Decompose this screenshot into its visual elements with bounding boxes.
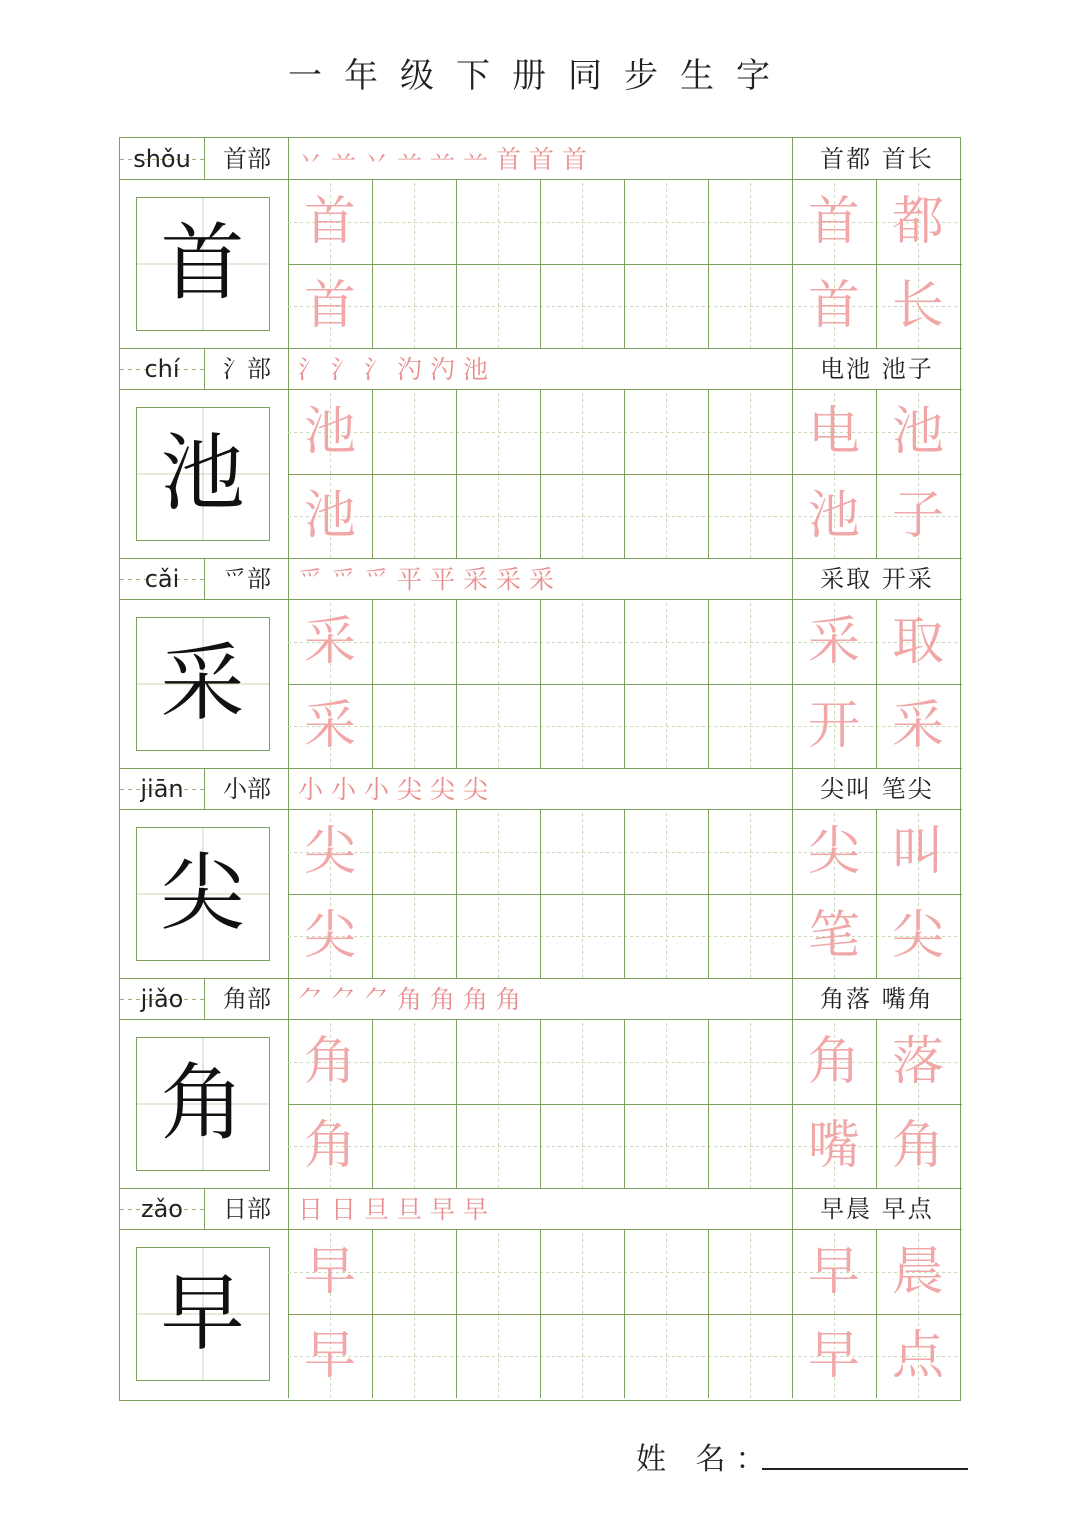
radical-label: 氵部 <box>223 355 271 383</box>
example-words: 角落 嘴角 <box>820 985 934 1013</box>
practice-cell[interactable] <box>876 1230 960 1314</box>
pinyin-label: shǒu <box>120 138 204 180</box>
pinyin-label: zǎo <box>120 1188 204 1230</box>
grid-divider <box>288 1314 962 1315</box>
practice-cell[interactable] <box>540 1230 624 1314</box>
radical-label: 小部 <box>223 775 271 803</box>
practice-cell[interactable] <box>624 474 708 558</box>
practice-cell[interactable] <box>708 894 792 978</box>
practice-cell[interactable] <box>456 180 540 264</box>
practice-cell[interactable] <box>540 390 624 474</box>
practice-cell[interactable] <box>708 390 792 474</box>
model-character-box <box>136 617 270 751</box>
practice-cell[interactable] <box>456 264 540 348</box>
practice-cell[interactable] <box>540 1104 624 1188</box>
character-block <box>120 768 962 978</box>
page-title: 一年级下册同步生字 <box>288 56 792 96</box>
practice-cell[interactable] <box>456 684 540 768</box>
trace-character: 角 <box>807 1032 860 1092</box>
grid-divider <box>288 558 289 600</box>
example-words: 首都 首长 <box>820 145 934 173</box>
practice-cell[interactable] <box>372 684 456 768</box>
model-character: 角 <box>160 1054 245 1152</box>
model-character: 早 <box>160 1264 245 1362</box>
practice-cell[interactable] <box>876 474 960 558</box>
practice-cell[interactable] <box>876 894 960 978</box>
grid-divider <box>792 558 793 600</box>
practice-cell[interactable] <box>876 264 960 348</box>
radical-label: 角部 <box>223 985 271 1013</box>
stroke-order: ⺈⺈⺈角角角角 <box>298 985 530 1014</box>
trace-character: 长 <box>891 276 944 336</box>
practice-cell[interactable] <box>540 1314 624 1398</box>
practice-cell[interactable] <box>456 474 540 558</box>
name-label: 姓 名： <box>636 1442 776 1477</box>
grid-divider <box>204 138 205 180</box>
stroke-order: 氵氵氵汋汋池 <box>298 355 497 384</box>
pinyin-label: jiān <box>120 768 204 810</box>
trace-character: 首 <box>807 276 860 336</box>
practice-cell[interactable] <box>708 474 792 558</box>
practice-cell[interactable] <box>288 264 372 348</box>
stroke-order: 日日旦旦早早 <box>298 1195 497 1224</box>
trace-character: 采 <box>807 612 860 672</box>
practice-cell[interactable] <box>372 390 456 474</box>
stroke-order: 丷䒑丷䒑䒑䒑首首首 <box>298 145 596 174</box>
practice-cell[interactable] <box>708 1020 792 1104</box>
practice-cell[interactable] <box>792 180 876 264</box>
grid-divider <box>288 1188 289 1230</box>
practice-cell[interactable] <box>876 600 960 684</box>
practice-cell[interactable] <box>288 1104 372 1188</box>
practice-cell[interactable] <box>708 264 792 348</box>
stroke-order: 爫爫爫平平采采采 <box>298 565 563 594</box>
example-words: 电池 池子 <box>820 355 934 383</box>
grid-divider <box>288 138 289 180</box>
character-block <box>120 138 962 348</box>
pinyin-label: cǎi <box>120 558 204 600</box>
practice-cell[interactable] <box>792 810 876 894</box>
practice-cell[interactable] <box>876 684 960 768</box>
practice-cell[interactable] <box>624 810 708 894</box>
trace-character: 尖 <box>891 906 944 966</box>
practice-cell[interactable] <box>372 1314 456 1398</box>
trace-character: 早 <box>303 1326 356 1386</box>
practice-cell[interactable] <box>288 1020 372 1104</box>
trace-character: 嘴 <box>807 1116 860 1176</box>
grid-divider <box>792 138 793 180</box>
character-block <box>120 1188 962 1398</box>
practice-cell[interactable] <box>708 1314 792 1398</box>
trace-character: 取 <box>891 612 944 672</box>
practice-cell[interactable] <box>876 1314 960 1398</box>
trace-character: 尖 <box>807 822 860 882</box>
practice-cell[interactable] <box>624 1104 708 1188</box>
practice-cell[interactable] <box>456 390 540 474</box>
trace-character: 采 <box>891 696 944 756</box>
trace-character: 角 <box>891 1116 944 1176</box>
radical-label: 爫部 <box>223 565 271 593</box>
example-words: 采取 开采 <box>820 565 934 593</box>
grid-divider <box>288 768 289 810</box>
practice-cell[interactable] <box>372 474 456 558</box>
trace-character: 电 <box>807 402 860 462</box>
trace-character: 早 <box>807 1326 860 1386</box>
trace-character: 采 <box>303 696 356 756</box>
practice-cell[interactable] <box>624 1020 708 1104</box>
character-block <box>120 978 962 1188</box>
trace-character: 都 <box>891 192 944 252</box>
practice-cell[interactable] <box>372 600 456 684</box>
practice-cell[interactable] <box>876 1020 960 1104</box>
practice-cell[interactable] <box>372 810 456 894</box>
practice-cell[interactable] <box>792 894 876 978</box>
practice-cell[interactable] <box>624 264 708 348</box>
trace-character: 池 <box>891 402 944 462</box>
practice-cell[interactable] <box>288 474 372 558</box>
practice-cell[interactable] <box>372 1104 456 1188</box>
practice-cell[interactable] <box>792 1314 876 1398</box>
trace-character: 落 <box>891 1032 944 1092</box>
stroke-order: 小小小尖尖尖 <box>298 775 497 804</box>
practice-cell[interactable] <box>540 810 624 894</box>
trace-character: 首 <box>807 192 860 252</box>
trace-character: 首 <box>303 276 356 336</box>
practice-cell[interactable] <box>624 894 708 978</box>
practice-cell[interactable] <box>288 810 372 894</box>
trace-character: 点 <box>891 1326 944 1386</box>
example-words: 早晨 早点 <box>820 1195 934 1223</box>
practice-cell[interactable] <box>624 1314 708 1398</box>
practice-cell[interactable] <box>372 1230 456 1314</box>
model-character-box <box>136 407 270 541</box>
practice-cell[interactable] <box>288 1230 372 1314</box>
practice-cell[interactable] <box>288 600 372 684</box>
practice-cell[interactable] <box>372 264 456 348</box>
radical-label: 首部 <box>223 145 271 173</box>
trace-character: 早 <box>303 1242 356 1302</box>
practice-cell[interactable] <box>876 1104 960 1188</box>
practice-cell[interactable] <box>624 1230 708 1314</box>
grid-divider <box>288 474 962 475</box>
practice-cell[interactable] <box>792 684 876 768</box>
practice-cell[interactable] <box>456 600 540 684</box>
grid-divider <box>204 558 205 600</box>
pinyin-label: chí <box>120 348 204 390</box>
practice-cell[interactable] <box>792 1104 876 1188</box>
trace-character: 首 <box>303 192 356 252</box>
practice-cell[interactable] <box>456 1104 540 1188</box>
model-character-box <box>136 1247 270 1381</box>
model-character-box <box>136 827 270 961</box>
trace-character: 采 <box>303 612 356 672</box>
character-block <box>120 348 962 558</box>
trace-character: 角 <box>303 1032 356 1092</box>
trace-character: 池 <box>807 486 860 546</box>
practice-cell[interactable] <box>456 810 540 894</box>
trace-character: 笔 <box>807 906 860 966</box>
model-character: 尖 <box>160 844 245 942</box>
model-character: 采 <box>160 634 245 732</box>
grid-divider <box>204 768 205 810</box>
practice-cell[interactable] <box>540 180 624 264</box>
name-field[interactable] <box>762 1468 968 1470</box>
practice-cell[interactable] <box>288 180 372 264</box>
practice-cell[interactable] <box>372 1020 456 1104</box>
practice-cell[interactable] <box>540 894 624 978</box>
trace-character: 角 <box>303 1116 356 1176</box>
practice-cell[interactable] <box>708 684 792 768</box>
practice-cell[interactable] <box>792 1020 876 1104</box>
practice-cell[interactable] <box>876 390 960 474</box>
practice-cell[interactable] <box>624 600 708 684</box>
grid-divider <box>288 264 962 265</box>
practice-cell[interactable] <box>372 894 456 978</box>
model-character-box <box>136 197 270 331</box>
model-character: 池 <box>160 424 245 522</box>
trace-character: 子 <box>891 486 944 546</box>
trace-character: 晨 <box>891 1242 944 1302</box>
practice-cell[interactable] <box>876 180 960 264</box>
practice-cell[interactable] <box>792 1230 876 1314</box>
grid-divider <box>288 894 962 895</box>
practice-cell[interactable] <box>708 1230 792 1314</box>
practice-cell[interactable] <box>288 1314 372 1398</box>
trace-character: 早 <box>807 1242 860 1302</box>
practice-cell[interactable] <box>372 180 456 264</box>
grid-divider <box>288 978 289 1020</box>
practice-cell[interactable] <box>792 474 876 558</box>
practice-cell[interactable] <box>708 1104 792 1188</box>
practice-cell[interactable] <box>624 180 708 264</box>
practice-cell[interactable] <box>792 264 876 348</box>
grid-divider <box>792 348 793 390</box>
practice-sheet <box>119 137 961 1401</box>
trace-character: 尖 <box>303 906 356 966</box>
model-character: 首 <box>160 214 245 312</box>
example-words: 尖叫 笔尖 <box>820 775 934 803</box>
practice-cell[interactable] <box>624 390 708 474</box>
grid-divider <box>288 348 289 390</box>
trace-character: 叫 <box>891 822 944 882</box>
radical-label: 日部 <box>223 1195 271 1223</box>
practice-cell[interactable] <box>540 1020 624 1104</box>
trace-character: 开 <box>807 696 860 756</box>
trace-character: 尖 <box>303 822 356 882</box>
character-block <box>120 558 962 768</box>
practice-cell[interactable] <box>456 1230 540 1314</box>
practice-cell[interactable] <box>456 1314 540 1398</box>
practice-cell[interactable] <box>624 684 708 768</box>
grid-divider <box>204 978 205 1020</box>
trace-character: 池 <box>303 402 356 462</box>
practice-cell[interactable] <box>540 474 624 558</box>
practice-cell[interactable] <box>540 684 624 768</box>
model-character-box <box>136 1037 270 1171</box>
practice-cell[interactable] <box>540 264 624 348</box>
practice-cell[interactable] <box>876 810 960 894</box>
practice-cell[interactable] <box>708 810 792 894</box>
practice-cell[interactable] <box>456 894 540 978</box>
practice-cell[interactable] <box>792 390 876 474</box>
practice-cell[interactable] <box>792 600 876 684</box>
grid-divider <box>288 684 962 685</box>
practice-cell[interactable] <box>456 1020 540 1104</box>
practice-cell[interactable] <box>288 390 372 474</box>
grid-divider <box>204 1188 205 1230</box>
grid-divider <box>204 348 205 390</box>
practice-cell[interactable] <box>540 600 624 684</box>
grid-divider <box>792 768 793 810</box>
trace-character: 池 <box>303 486 356 546</box>
practice-cell[interactable] <box>288 894 372 978</box>
practice-cell[interactable] <box>708 600 792 684</box>
grid-divider <box>792 978 793 1020</box>
practice-cell[interactable] <box>708 180 792 264</box>
practice-cell[interactable] <box>288 684 372 768</box>
pinyin-label: jiǎo <box>120 978 204 1020</box>
grid-divider <box>792 1188 793 1230</box>
grid-divider <box>288 1104 962 1105</box>
